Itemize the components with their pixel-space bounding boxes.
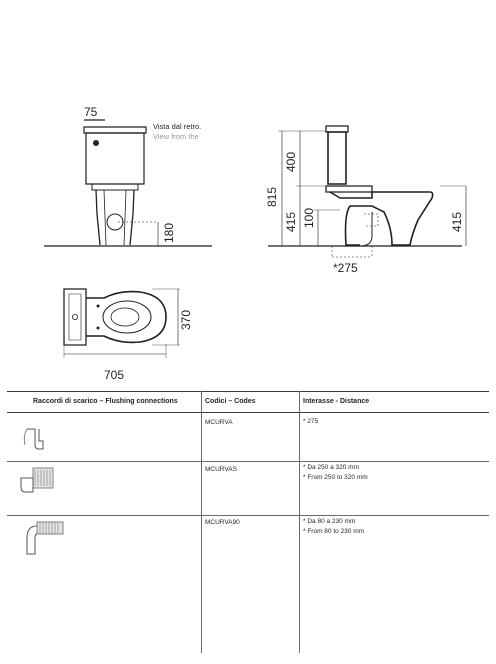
row-distance-it: * Da 250 a 320 mm: [303, 464, 360, 471]
table-header: [7, 391, 489, 413]
table-row: [7, 411, 489, 459]
dim-width-370: 370: [179, 309, 193, 330]
row-distance-it: * Da 80 a 230 mm: [303, 518, 356, 525]
dim-distance-275: *275: [333, 261, 358, 275]
row-distance-it: * 275: [303, 418, 319, 425]
row-code: MCURVA90: [205, 519, 240, 526]
dim-length-705: 705: [104, 368, 125, 382]
ninety-degree-bend-connector-icon: [17, 520, 65, 558]
dim-seat-415: 415: [284, 211, 298, 232]
row-distance-en: * From 250 to 320 mm: [303, 474, 368, 481]
header-codes: Codici – Codes: [205, 398, 256, 405]
header-connections: Raccordi di scarico – Flushing connections: [33, 398, 178, 405]
dim-outlet-height-180: 180: [162, 222, 176, 243]
table-row: [7, 462, 489, 514]
row-code: MCURVA: [205, 419, 233, 426]
dim-outlet-100: 100: [302, 207, 316, 228]
header-distance: Interasse - Distance: [303, 398, 370, 405]
dim-top-75: 75: [84, 105, 98, 119]
adjustable-bend-connector-icon: [17, 466, 57, 502]
note-view-from-back-en: View from the: [153, 132, 199, 141]
dim-cistern-400: 400: [284, 151, 298, 172]
straight-bend-connector-icon: [19, 425, 49, 453]
top-view: [64, 289, 180, 358]
dim-seat-right-415: 415: [450, 211, 464, 232]
side-view: [268, 126, 466, 257]
row-code: MCURVAS: [205, 466, 237, 473]
row-distance-en: * From 80 to 230 mm: [303, 528, 365, 535]
dim-total-815: 815: [265, 186, 279, 207]
table-row: [7, 516, 489, 572]
note-view-from-back-it: Vista dal retro.: [153, 122, 202, 131]
